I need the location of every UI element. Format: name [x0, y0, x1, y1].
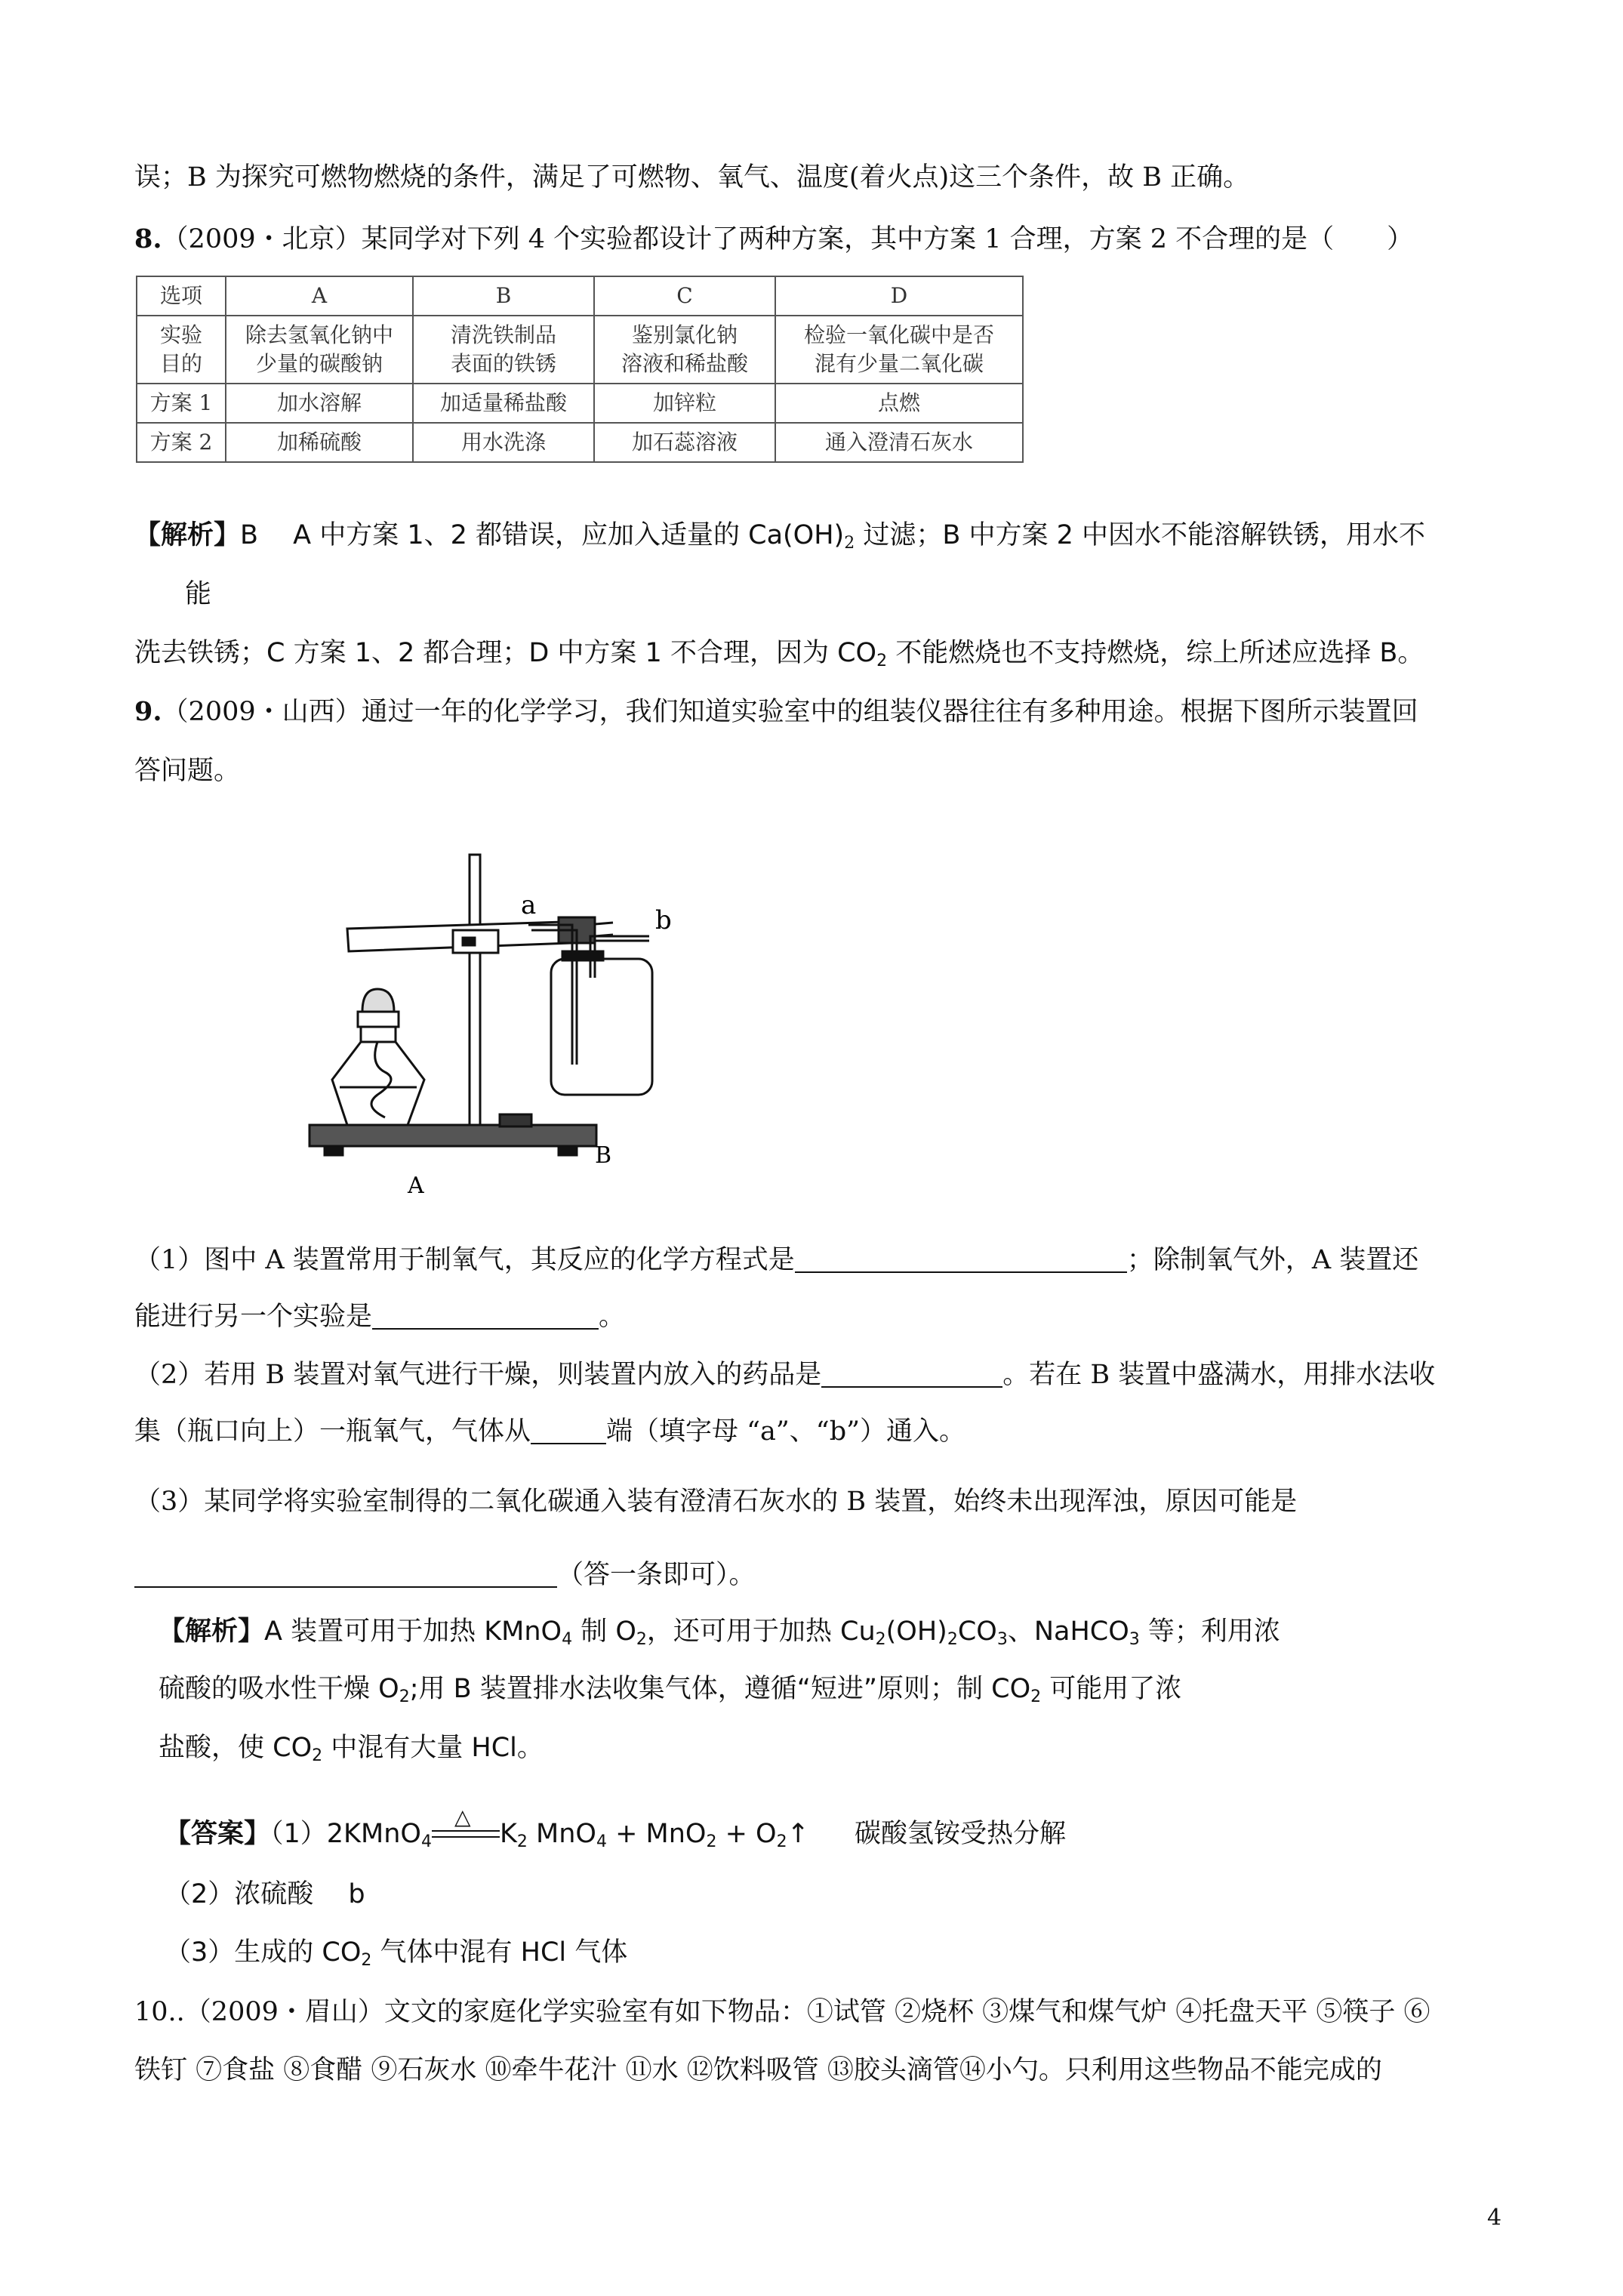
table-cell: D: [775, 276, 1023, 316]
fig-label-a: A: [408, 1173, 424, 1199]
q9-analysis-line2: 硫酸的吸水性干燥 $O_2$;用 B 装置排水法收集气体，遵循“短进”原则；制 $CO_2$ 可能用了浓: [159, 1674, 1182, 1706]
q10-number: 10..: [134, 1997, 185, 2027]
table-cell: 加锌粒: [594, 384, 775, 423]
q10-stem-line2: 铁钉 ⑦食盐 ⑧食醋 ⑨石灰水 ⑩牵牛花汁 ⑪水 ⑫饮料吸管 ⑬胶头滴管⑭小勺。只利用这些物品不能完成的: [134, 2055, 1382, 2085]
q9-stem-line1: 9.（2009・山西）通过一年的化学学习，我们知道实验室中的组装仪器往往有多种用途。根据下图所示装置回: [134, 696, 1418, 727]
table-cell: 选项: [137, 276, 226, 316]
table-cell: 点燃: [775, 384, 1023, 423]
answer-blank[interactable]: [134, 1561, 557, 1588]
reaction-condition-arrow: △: [432, 1821, 500, 1844]
q9-stem-line2: 答问题。: [134, 756, 241, 786]
fig-label-b: B: [595, 1142, 612, 1169]
q8-options-table: [136, 276, 1024, 463]
table-cell: 加水溶解: [226, 384, 413, 423]
q9-answer-line2: （2）浓硫酸 b: [165, 1879, 365, 1909]
answer-blank[interactable]: [372, 1302, 599, 1330]
answer-blank[interactable]: [531, 1417, 606, 1444]
q8-analysis-line3: 洗去铁锈；C 方案 1、2 都合理；D 中方案 1 不合理，因为 $CO_2$ 不能燃烧也不支持燃烧，综上所述应选择 B。: [134, 638, 1424, 670]
table-cell: C: [594, 276, 775, 316]
table-cell: B: [413, 276, 594, 316]
table-cell: 清洗铁制品 表面的铁锈: [413, 316, 594, 384]
table-cell: 加适量稀盐酸: [413, 384, 594, 423]
q9-part2-line1: （2）若用 B 装置对氧气进行干燥，则装置内放入的药品是 。若在 B 装置中盛满水，用排水法收: [134, 1360, 1436, 1390]
table-cell: 用水洗涤: [413, 423, 594, 462]
apparatus-b: [528, 925, 652, 1095]
q9-answer-line1: 【答案】（1）2KMnO$_4$ △ $K_2$ $MnO_4 + MnO_2 + O_2↑$ 碳酸氢铵受热分解: [165, 1804, 1066, 1851]
q8-number: 8.: [134, 223, 162, 254]
q10-stem-line1: 10..（2009・眉山）文文的家庭化学实验室有如下物品：①试管 ②烧杯 ③煤气和煤气炉 ④托盘天平 ⑤筷子 ⑥: [134, 1997, 1431, 2027]
q8-text: （2009・北京）某同学对下列 4 个实验都设计了两种方案，其中方案 1 合理，方案 2 不合理的是（ ）: [162, 224, 1414, 254]
answer-blank[interactable]: [821, 1361, 1002, 1388]
table-cell: 通入澄清石灰水: [775, 423, 1023, 462]
table-cell: 鉴别氯化钠 溶液和稀盐酸: [594, 316, 775, 384]
q9-analysis-line1: 【解析】A 装置可用于加热 KMnO$_4$ 制 $O_2$，还可用于加热 $Cu_2(OH)_2CO_3$、NaHCO$_3$ 等；利用浓: [159, 1616, 1280, 1649]
table-cell: A: [226, 276, 413, 316]
page-number: 4: [1487, 2205, 1502, 2231]
intro-line: 误；B 为探究可燃物燃烧的条件，满足了可燃物、氧气、温度(着火点)这三个条件，故 B 正确。: [134, 162, 1250, 193]
q9-analysis-line3: 盐酸，使 $CO_2$ 中混有大量 HCl。: [159, 1733, 544, 1765]
q9-number: 9.: [134, 696, 162, 727]
tube-label-a: a: [521, 890, 537, 920]
table-cell: 方案 1: [137, 384, 226, 423]
q9-part2-line2: 集（瓶口向上）一瓶氧气，气体从 端（填字母 “a”、“b”）通入。: [134, 1416, 965, 1447]
q8-stem: [134, 222, 1413, 257]
q9-part1-line1: （1）图中 A 装置常用于制氧气，其反应的化学方程式是 ；除制氧气外，A 装置还: [134, 1245, 1419, 1275]
tube-label-b: b: [655, 905, 672, 935]
table-cell: 方案 2: [137, 423, 226, 462]
q9-answer-line3: （3）生成的 $CO_2$ 气体中混有 HCl 气体: [165, 1937, 628, 1970]
table-header-row: [137, 276, 1023, 316]
table-cell: 加稀硫酸: [226, 423, 413, 462]
table-cell: 除去氢氧化钠中 少量的碳酸钠: [226, 316, 413, 384]
apparatus-figure: [302, 846, 845, 1238]
table-cell: 加石蕊溶液: [594, 423, 775, 462]
table-row-purpose: [137, 316, 1023, 384]
table-cell: 实验 目的: [137, 316, 226, 384]
q9-part3-line2: （答一条即可）。: [134, 1558, 756, 1592]
table-row-plan2: [137, 423, 1023, 462]
answer-blank[interactable]: [795, 1246, 1127, 1273]
q8-analysis-line1: 【解析】B A 中方案 1、2 都错误，应加入适量的 $Ca(OH)_2$ 过滤；B 中方案 2 中因水不能溶解铁锈，用水不: [134, 519, 1425, 553]
q8-analysis-line2: 能: [185, 579, 212, 609]
q9-part1-line2: 能进行另一个实验是 。: [134, 1302, 626, 1332]
table-row-plan1: [137, 384, 1023, 423]
table-cell: 检验一氧化碳中是否 混有少量二氧化碳: [775, 316, 1023, 384]
q9-part3-line1: （3）某同学将实验室制得的二氧化碳通入装有澄清石灰水的 B 装置，始终未出现浑浊，原因可能是: [134, 1487, 1298, 1517]
